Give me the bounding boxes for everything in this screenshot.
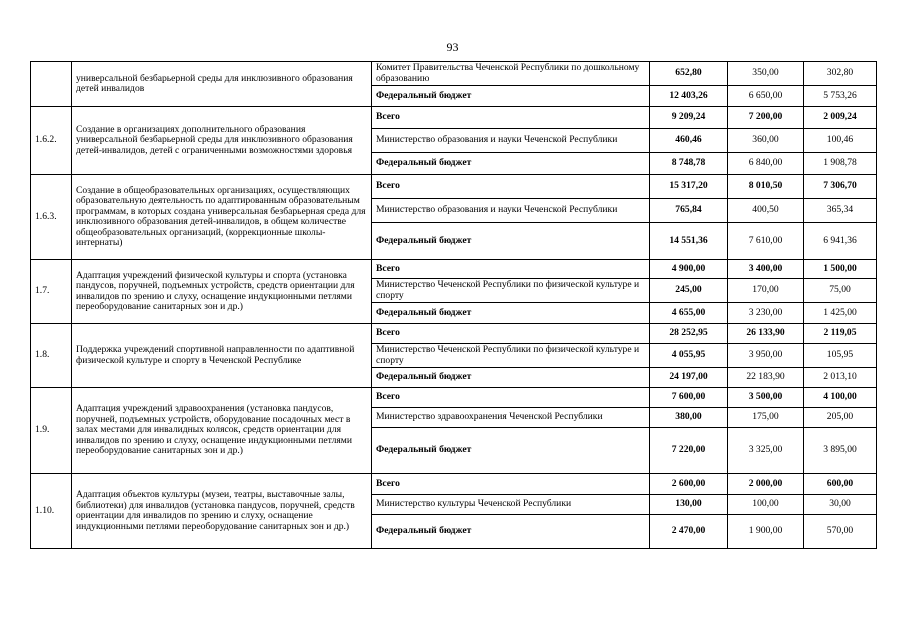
total-value: 380,00: [650, 408, 728, 428]
year-value-1: 7 200,00: [728, 107, 804, 129]
year-value-2: 2 009,24: [804, 107, 877, 129]
year-value-2: 105,95: [804, 344, 877, 368]
year-value-2: 7 306,70: [804, 175, 877, 199]
funding-source: Всего: [372, 107, 650, 129]
year-value-1: 22 183,90: [728, 368, 804, 388]
year-value-2: 3 895,00: [804, 428, 877, 474]
item-number: 1.10.: [31, 474, 72, 549]
item-description: Создание в общеобразовательных организациях, осуществляющих образовательную деятельность по адаптированным образовательным программам, в которых создана универсальная безбарьерная среда для инклюзивного образования детей-инвалидов, в общем количестве общеобразовательных организаций, (коррекционные школы-интернаты): [72, 175, 372, 260]
year-value-1: 3 400,00: [728, 260, 804, 279]
total-value: 7 220,00: [650, 428, 728, 474]
funding-source: Министерство образования и науки Чеченской Республики: [372, 129, 650, 153]
total-value: 7 600,00: [650, 388, 728, 408]
item-number: 1.6.3.: [31, 175, 72, 260]
year-value-1: 3 500,00: [728, 388, 804, 408]
item-number: 1.9.: [31, 388, 72, 474]
total-value: 4 655,00: [650, 303, 728, 324]
year-value-1: 360,00: [728, 129, 804, 153]
item-description: универсальной безбарьерной среды для инклюзивного образования детей инвалидов: [72, 62, 372, 107]
item-description: Адаптация объектов культуры (музеи, театры, выставочные залы, библиотеки) для инвалидов (установка пандусов, поручней, средств ориентации для инвалидов по зрению и слуху, оснащение индукционными петлями переоборудование санитарных зон и др.): [72, 474, 372, 549]
total-value: 12 403,26: [650, 86, 728, 107]
item-description: Адаптация учреждений здравоохранения (установка пандусов, поручней, подъемных устройств, оборудование посадочных мест в залах местами для инвалидных колясок, средств ориентации для инвалидов по зрению и слуху, оснащение индукционными петлями переоборудование санитарных зон и др.): [72, 388, 372, 474]
year-value-1: 170,00: [728, 279, 804, 303]
funding-source: Всего: [372, 175, 650, 199]
funding-source: Всего: [372, 260, 650, 279]
total-value: 8 748,78: [650, 153, 728, 175]
funding-source: Федеральный бюджет: [372, 153, 650, 175]
total-value: 28 252,95: [650, 324, 728, 344]
total-value: 9 209,24: [650, 107, 728, 129]
year-value-2: 302,80: [804, 62, 877, 86]
funding-source: Министерство культуры Чеченской Республики: [372, 495, 650, 515]
total-value: 15 317,20: [650, 175, 728, 199]
year-value-1: 2 000,00: [728, 474, 804, 495]
total-value: 245,00: [650, 279, 728, 303]
year-value-1: 3 230,00: [728, 303, 804, 324]
year-value-1: 3 325,00: [728, 428, 804, 474]
year-value-2: 1 500,00: [804, 260, 877, 279]
total-value: 765,84: [650, 199, 728, 223]
year-value-2: 570,00: [804, 515, 877, 549]
year-value-2: 5 753,26: [804, 86, 877, 107]
item-description: Создание в организациях дополнительного образования универсальной безбарьерной среды для инклюзивного образования детей-инвалидов, детей с ограниченными возможностями здоровья: [72, 107, 372, 175]
year-value-1: 3 950,00: [728, 344, 804, 368]
year-value-2: 6 941,36: [804, 223, 877, 260]
funding-source: Федеральный бюджет: [372, 428, 650, 474]
year-value-2: 600,00: [804, 474, 877, 495]
total-value: 652,80: [650, 62, 728, 86]
year-value-2: 1 425,00: [804, 303, 877, 324]
total-value: 4 055,95: [650, 344, 728, 368]
year-value-1: 100,00: [728, 495, 804, 515]
year-value-2: 2 119,05: [804, 324, 877, 344]
table-row: [31, 107, 877, 129]
funding-source: Всего: [372, 388, 650, 408]
year-value-2: 30,00: [804, 495, 877, 515]
total-value: 14 551,36: [650, 223, 728, 260]
total-value: 2 600,00: [650, 474, 728, 495]
funding-source: Федеральный бюджет: [372, 223, 650, 260]
year-value-1: 26 133,90: [728, 324, 804, 344]
year-value-1: 6 840,00: [728, 153, 804, 175]
year-value-1: 350,00: [728, 62, 804, 86]
year-value-1: 6 650,00: [728, 86, 804, 107]
item-number: 1.8.: [31, 324, 72, 388]
year-value-2: 75,00: [804, 279, 877, 303]
funding-source: Федеральный бюджет: [372, 515, 650, 549]
funding-source: Федеральный бюджет: [372, 303, 650, 324]
funding-source: Министерство Чеченской Республики по физической культуре и спорту: [372, 279, 650, 303]
funding-source: Федеральный бюджет: [372, 368, 650, 388]
funding-source: Министерство Чеченской Республики по физической культуре и спорту: [372, 344, 650, 368]
year-value-1: 175,00: [728, 408, 804, 428]
year-value-2: 1 908,78: [804, 153, 877, 175]
total-value: 460,46: [650, 129, 728, 153]
total-value: 4 900,00: [650, 260, 728, 279]
year-value-1: 400,50: [728, 199, 804, 223]
funding-source: Министерство образования и науки Чеченской Республики: [372, 199, 650, 223]
year-value-1: 8 010,50: [728, 175, 804, 199]
page-number: 93: [446, 40, 459, 54]
item-number: 1.7.: [31, 260, 72, 324]
table-row: [31, 474, 877, 495]
table-row: [31, 324, 877, 344]
funding-source: Всего: [372, 474, 650, 495]
year-value-2: 205,00: [804, 408, 877, 428]
total-value: 24 197,00: [650, 368, 728, 388]
funding-source: Всего: [372, 324, 650, 344]
total-value: 2 470,00: [650, 515, 728, 549]
year-value-1: 7 610,00: [728, 223, 804, 260]
year-value-2: 100,46: [804, 129, 877, 153]
table-row: [31, 62, 877, 86]
funding-source: Министерство здравоохранения Чеченской Республики: [372, 408, 650, 428]
total-value: 130,00: [650, 495, 728, 515]
item-number: [31, 62, 72, 107]
table-body: [31, 62, 877, 549]
table-row: [31, 388, 877, 408]
year-value-1: 1 900,00: [728, 515, 804, 549]
funding-source: Федеральный бюджет: [372, 86, 650, 107]
funding-source: Комитет Правительства Чеченской Республики по дошкольному образованию: [372, 62, 650, 86]
table-row: [31, 175, 877, 199]
table-row: [31, 260, 877, 279]
item-number: 1.6.2.: [31, 107, 72, 175]
year-value-2: 365,34: [804, 199, 877, 223]
budget-table: [30, 61, 877, 549]
year-value-2: 4 100,00: [804, 388, 877, 408]
item-description: Адаптация учреждений физической культуры и спорта (установка пандусов, поручней, подъемных устройств, средств ориентации для инвалидов по зрению и слуху, оснащение индукционными петлями переоборудование санитарных зон и др.): [72, 260, 372, 324]
year-value-2: 2 013,10: [804, 368, 877, 388]
item-description: Поддержка учреждений спортивной направленности по адаптивной физической культуре и спорту в Чеченской Республике: [72, 324, 372, 388]
